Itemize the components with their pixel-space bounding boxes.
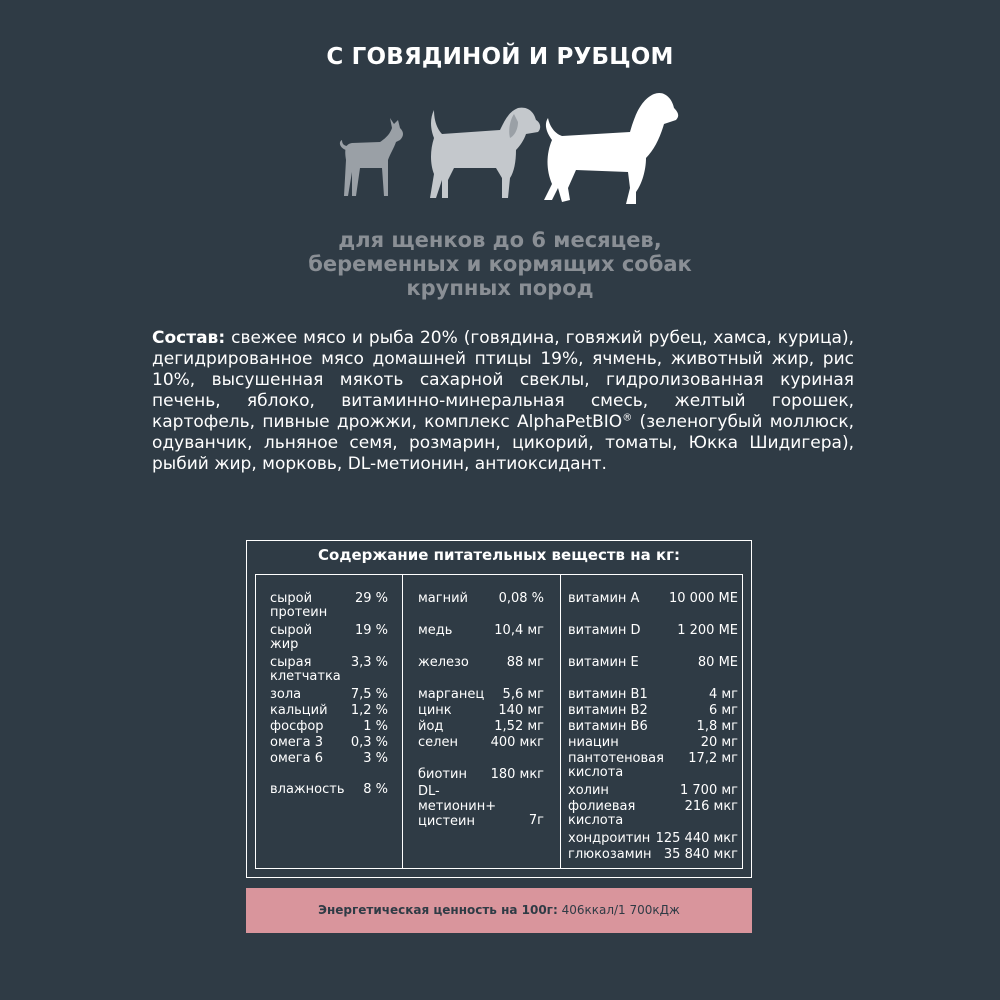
- dog-sizes-illustration: [330, 88, 680, 208]
- nutrient-row: [270, 688, 388, 702]
- nutrient-name: витамин D: [568, 623, 641, 638]
- nutrient-name: хондроитин: [568, 831, 651, 846]
- nutrient-value: 1,52 мг: [494, 719, 544, 734]
- nutrient-name: медь: [418, 623, 453, 638]
- nutrient-row: [568, 624, 738, 638]
- nutrient-row: [418, 688, 544, 702]
- nutrient-name: селен: [418, 735, 458, 750]
- nutrient-name: глюкозамин: [568, 847, 652, 862]
- medium-dog-icon: [430, 108, 540, 198]
- nutrient-value: 216 мкг: [684, 799, 738, 814]
- nutrient-value: 0,08 %: [498, 591, 544, 606]
- nutrient-row: [418, 704, 544, 718]
- nutrient-name: биотин: [418, 767, 467, 782]
- nutrient-value: 29 %: [354, 591, 388, 606]
- nutrient-name: магний: [418, 591, 469, 606]
- large-dog-icon: [544, 93, 678, 204]
- nutrient-value: 1,2 %: [350, 703, 388, 718]
- nutrient-name: марганец: [418, 687, 485, 702]
- nutrient-name: омега 3: [270, 735, 323, 750]
- nutrient-row: [418, 784, 544, 828]
- nutrient-row: [418, 736, 544, 750]
- nutrient-row: [568, 752, 738, 782]
- nutrient-value: 1 700 мг: [680, 783, 738, 798]
- nutrient-row: [568, 832, 738, 846]
- nutrient-row: [270, 720, 388, 734]
- nutrient-row: [568, 784, 738, 798]
- nutrient-row: [270, 656, 388, 686]
- small-dog-icon: [340, 118, 403, 196]
- nutrient-name: влажность: [270, 782, 345, 797]
- nutrient-row: [270, 592, 388, 622]
- nutrient-name: сырой жир: [270, 623, 313, 652]
- column-divider: [560, 575, 561, 868]
- nutrient-value: 8 %: [363, 782, 388, 797]
- nutrient-value: 10,4 мг: [494, 623, 544, 638]
- subtitle-line-3: крупных пород: [406, 276, 594, 300]
- nutrient-name: витамин Е: [568, 655, 639, 670]
- nutrient-row: [568, 848, 738, 862]
- nutrient-value: 7,5 %: [350, 687, 388, 702]
- target-audience: [0, 228, 1000, 300]
- nutrients-title: Содержание питательных веществ на кг:: [318, 546, 680, 564]
- nutrient-name: омега 6: [270, 751, 323, 766]
- nutrient-name: холин: [568, 783, 609, 798]
- nutrient-value: 35 840 мкг: [663, 847, 738, 862]
- nutrient-value: 1 200 МЕ: [677, 623, 738, 638]
- nutrient-name: ниацин: [568, 735, 619, 750]
- nutrient-name: зола: [270, 687, 302, 702]
- nutrient-value: 125 440 мкг: [655, 831, 738, 846]
- nutrient-value: 88 мг: [506, 655, 544, 670]
- nutrients-table: [255, 574, 743, 869]
- energy-value-bar: [246, 888, 752, 933]
- nutrient-name: витамин В1: [568, 687, 648, 702]
- nutrient-value: 7г: [528, 813, 544, 828]
- nutrient-value: 1 %: [363, 719, 388, 734]
- nutrient-row: [270, 736, 388, 750]
- subtitle-line-2: беременных и кормящих собак: [308, 252, 692, 276]
- nutrient-row: [418, 768, 544, 782]
- nutrient-name: сырая клетчатка: [270, 655, 341, 684]
- nutrient-value: 180 мкг: [490, 767, 544, 782]
- nutrient-row: [568, 704, 738, 718]
- nutrient-name: пантотеновая кислота: [568, 751, 664, 780]
- nutrient-row: [568, 736, 738, 750]
- nutrient-row: [568, 800, 738, 830]
- nutrient-value: 3,3 %: [350, 655, 388, 670]
- nutrient-row: [568, 592, 738, 606]
- nutrient-name: фолиевая кислота: [568, 799, 636, 828]
- nutrient-row: [568, 720, 738, 734]
- nutrient-value: 10 000 МЕ: [668, 591, 738, 606]
- nutrients-panel: [246, 540, 752, 878]
- nutrient-value: 4 мг: [708, 687, 738, 702]
- nutrient-row: [418, 624, 544, 638]
- composition-body-2: (зеленогубый моллюск, одуванчик, льняное семя, розмарин, цикорий, томаты, Юкка Шидигера), рыбий жир, морковь, DL-метионин, антиоксидант.: [152, 412, 854, 474]
- nutrient-name: DL-метионин+ цистеин: [418, 784, 497, 829]
- nutrient-name: йод: [418, 719, 444, 734]
- nutrient-name: цинк: [418, 703, 452, 718]
- nutrient-name: витамин В6: [568, 719, 648, 734]
- nutrient-value: 400 мкг: [490, 735, 544, 750]
- nutrient-row: [568, 688, 738, 702]
- nutrient-row: [270, 783, 388, 797]
- composition-label: Состав:: [152, 328, 226, 348]
- nutrient-value: 140 мг: [498, 703, 544, 718]
- nutrient-value: 1,8 мг: [696, 719, 738, 734]
- nutrient-row: [270, 704, 388, 718]
- nutrient-name: фосфор: [270, 719, 324, 734]
- composition-body-1: свежее мясо и рыба 20% (говядина, говяжий рубец, хамса, курица), дегидрированное мясо домашней птицы 19%, ячмень, животный жир, рис 10%, высушенная мякоть сахарной свеклы, гидролизованная куриная печень, яблоко, витаминно-минеральная смесь, желтый горошек, картофель, пивные дрожжи, комплекс AlphaPetBIO: [152, 328, 854, 432]
- nutrient-name: витамин А: [568, 591, 640, 606]
- nutrient-value: 19 %: [354, 623, 388, 638]
- nutrient-name: железо: [418, 655, 469, 670]
- nutrient-row: [270, 624, 388, 654]
- subtitle-line-1: для щенков до 6 месяцев,: [338, 228, 662, 252]
- nutrient-name: кальций: [270, 703, 328, 718]
- nutrient-row: [418, 592, 544, 606]
- nutrient-value: 0,3 %: [350, 735, 388, 750]
- nutrient-name: витамин В2: [568, 703, 648, 718]
- product-title: С ГОВЯДИНОЙ И РУБЦОМ: [326, 44, 674, 70]
- nutrient-row: [418, 656, 544, 670]
- nutrient-name: сырой протеин: [270, 591, 328, 620]
- energy-label: Энергетическая ценность на 100г:: [318, 903, 558, 917]
- nutrient-value: 6 мг: [708, 703, 738, 718]
- nutrient-value: 80 МЕ: [697, 655, 738, 670]
- nutrient-row: [270, 752, 388, 766]
- registered-mark: ®: [622, 412, 633, 424]
- nutrient-row: [418, 720, 544, 734]
- composition-text: [152, 328, 854, 475]
- nutrient-value: 20 мг: [700, 735, 738, 750]
- nutrient-value: 17,2 мг: [688, 751, 738, 766]
- nutrient-value: 3 %: [363, 751, 388, 766]
- nutrient-row: [568, 656, 738, 670]
- energy-value: 406ккал/1 700кДж: [557, 903, 680, 917]
- column-divider: [402, 575, 403, 868]
- nutrient-value: 5,6 мг: [502, 687, 544, 702]
